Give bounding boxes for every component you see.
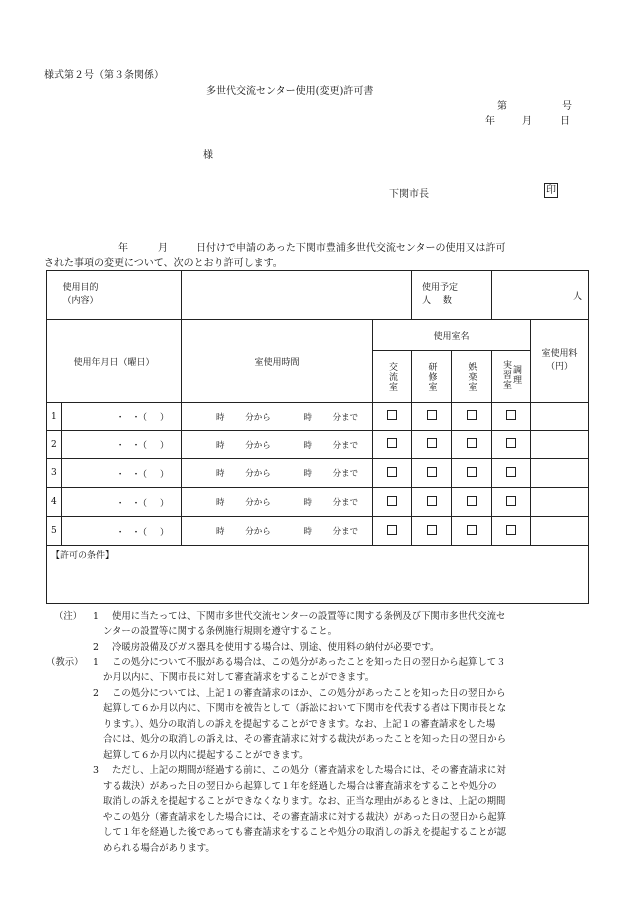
note-k3-num: 3	[93, 765, 99, 776]
room-kenshu-checkbox[interactable]	[427, 410, 437, 420]
row-time[interactable]	[182, 488, 373, 517]
purpose-value-cell[interactable]	[182, 271, 412, 320]
room-koryu-checkbox[interactable]	[387, 525, 397, 535]
row-time[interactable]	[182, 517, 373, 546]
room-koryu-checkbox[interactable]	[387, 467, 397, 477]
room-kenshu-cell	[412, 403, 452, 431]
seal-mark: 印	[546, 185, 556, 196]
note-chu2-line1: 冷暖房設備及びガス器具を使用する場合は、別途、使用料の納付が必要です。	[112, 642, 440, 653]
row-number: 2	[47, 431, 62, 459]
room-goraku-cell	[452, 431, 492, 459]
intro-year: 年	[118, 243, 128, 254]
row-number: 4	[47, 488, 62, 517]
note-k2-line3: ります。）、処分の取消しの訴えを提起することができます。なお、上記１の審査請求をした場	[103, 719, 496, 730]
row-date[interactable]: ・ ・（ ）	[62, 403, 182, 431]
persons-label-cell	[412, 271, 492, 320]
room-kenshu-checkbox[interactable]	[427, 496, 437, 506]
table-row	[47, 431, 589, 459]
note-chu1-num: 1	[93, 611, 99, 622]
row-number: 5	[47, 517, 62, 546]
room-chori-cell	[492, 488, 531, 517]
time-fun-until: 分まで	[332, 412, 359, 423]
time-fun-from: 分から	[245, 527, 271, 537]
room-kenshu-cell	[412, 459, 452, 488]
time-fun-until: 分まで	[332, 440, 359, 451]
room-header-koryu	[373, 351, 412, 403]
fee-cell[interactable]	[531, 459, 589, 488]
room-goraku-cell	[452, 488, 492, 517]
room-chori-cell	[492, 459, 531, 488]
time-ji-2: 時	[303, 440, 312, 451]
time-ji-1: 時	[216, 527, 225, 537]
note-k1-line2: か月以内に、下関市長に対して審査請求をすることができます。	[103, 672, 375, 683]
time-ji-2: 時	[303, 498, 312, 508]
room-goraku-checkbox[interactable]	[467, 467, 477, 477]
date-header: 使用年月日（曜日）	[47, 320, 182, 403]
room-chori-checkbox[interactable]	[506, 438, 516, 448]
intro-month: 月	[158, 243, 168, 254]
intro-line1: 日付けで申請のあった下関市豊浦多世代交流センターの使用又は許可	[196, 243, 506, 254]
room-chori-cell	[492, 431, 531, 459]
room-chori-cell	[492, 517, 531, 546]
note-chu2-num: 2	[93, 642, 99, 653]
table-row	[47, 517, 589, 546]
note-k2-line1: この処分については、上記１の審査請求のほか、この処分があったことを知った日の翌日から	[112, 688, 506, 699]
date-day-label: 日	[560, 116, 570, 127]
room-koryu-cell	[373, 403, 412, 431]
purpose-label: 使用目的	[62, 283, 99, 293]
room-koryu-cell	[373, 517, 412, 546]
time-ji-2: 時	[303, 527, 312, 537]
time-ji-1: 時	[216, 440, 225, 451]
note-k2-line5: 起算して６か月以内に提起することができます。	[103, 750, 309, 761]
note-k1-line1: この処分について不服がある場合は、この処分があったことを知った日の翌日から起算して３	[112, 657, 506, 668]
room-goraku-checkbox[interactable]	[467, 410, 477, 420]
room-goraku-checkbox[interactable]	[467, 496, 477, 506]
time-fun-until: 分まで	[332, 469, 359, 479]
document-title: 多世代交流センター使用(変更)許可書	[206, 86, 374, 97]
time-ji-2: 時	[303, 469, 312, 479]
note-k3-line3: 取消しの訴えを提起することができなくなります。なお、正当な理由があるときは、上記の期間	[103, 796, 506, 807]
note-chu1-line1: 使用に当たっては、下関市多世代交流センターの設置等に関する条例及び下関市多世代交流セ	[112, 611, 506, 622]
addressee-sama: 様	[203, 150, 213, 161]
room-header-goraku	[452, 351, 492, 403]
time-header: 室使用時間	[182, 320, 373, 403]
room-goraku-checkbox[interactable]	[467, 438, 477, 448]
fee-header: 室使用料	[541, 349, 578, 359]
time-fun-from: 分から	[245, 498, 271, 508]
room-chori-checkbox[interactable]	[506, 496, 516, 506]
time-ji-1: 時	[216, 469, 225, 479]
room-goraku-cell	[452, 517, 492, 546]
room-kenshu-cell	[412, 488, 452, 517]
date-month-label: 月	[522, 116, 532, 127]
note-k3-line5: して１年を経過した後であっても審査請求をすることや処分の取消しの訴えを提起することが認	[103, 827, 507, 838]
time-fun-from: 分から	[245, 440, 271, 451]
note-k2-num: 2	[93, 688, 99, 699]
row-date[interactable]: ・ ・（ ）	[62, 459, 182, 488]
room-koryu-checkbox[interactable]	[387, 410, 397, 420]
row-date[interactable]: ・ ・（ ）	[62, 517, 182, 546]
conditions-label: 【許可の条件】	[51, 551, 115, 561]
time-ji-1: 時	[216, 412, 225, 423]
persons-value-cell[interactable]	[492, 271, 589, 320]
room-goraku-cell	[452, 403, 492, 431]
room-goraku-cell	[452, 459, 492, 488]
room-goraku-label: 娯楽室	[466, 361, 477, 392]
table-row	[47, 459, 589, 488]
fee-header-cell	[531, 320, 589, 403]
room-jisshu-label: 実習室	[501, 360, 512, 390]
room-chori-checkbox[interactable]	[506, 525, 516, 535]
room-kenshu-cell	[412, 431, 452, 459]
table-row	[47, 488, 589, 517]
note-chu-label: （注）	[54, 611, 83, 622]
doc-number-go: 号	[562, 101, 572, 112]
form-number: 様式第２号（第３条関係）	[44, 70, 164, 81]
row-number: 3	[47, 459, 62, 488]
room-chori-cell	[492, 403, 531, 431]
note-k2-line2: 起算して６か月以内に、下関市を被告として（訴訟において下関市を代表する者は下関市長とな	[103, 703, 507, 714]
room-koryu-checkbox[interactable]	[387, 496, 397, 506]
note-chu1-line2: ンターの設置等に関する条例施行規則を遵守すること。	[103, 626, 338, 637]
row-time[interactable]	[182, 403, 373, 431]
fee-header-sub: （円）	[546, 362, 574, 372]
note-k2-line4: 合には、処分の取消しの訴えは、その審査請求に対する裁決があったことを知った日の翌日から	[103, 734, 507, 745]
room-header-kenshu	[412, 351, 452, 403]
row-number: 1	[47, 403, 62, 431]
room-koryu-cell	[373, 488, 412, 517]
room-kenshu-label: 研修室	[426, 361, 437, 392]
row-date[interactable]: ・ ・（ ）	[62, 488, 182, 517]
room-kenshu-checkbox[interactable]	[427, 438, 437, 448]
note-k3-line4: やこの処分（審査請求をした場合には、その審査請求に対する裁決）があった日の翌日から起算	[103, 812, 507, 823]
room-koryu-cell	[373, 431, 412, 459]
room-header-chori	[492, 351, 531, 403]
room-koryu-checkbox[interactable]	[387, 438, 397, 448]
permit-table	[46, 270, 589, 604]
date-year-label: 年	[485, 116, 495, 127]
note-k1-num: 1	[93, 657, 99, 668]
intro-line2: された事項の変更について、次のとおり許可します。	[44, 258, 283, 269]
room-kenshu-cell	[412, 517, 452, 546]
room-chori-checkbox[interactable]	[506, 410, 516, 420]
fee-cell[interactable]	[531, 431, 589, 459]
rooms-header: 使用室名	[373, 320, 531, 351]
room-chori-label: 調理	[511, 365, 522, 385]
note-k3-line6: められる場合があります。	[103, 843, 215, 854]
room-chori-checkbox[interactable]	[506, 467, 516, 477]
mayor-title: 下関市長	[389, 189, 429, 200]
persons-label: 使用予定	[422, 283, 459, 293]
persons-unit: 人	[573, 291, 583, 302]
purpose-label-sub: （内容）	[62, 296, 99, 306]
room-kenshu-checkbox[interactable]	[427, 525, 437, 535]
time-fun-from: 分から	[245, 469, 271, 479]
room-koryu-cell	[373, 459, 412, 488]
note-kyoji-label: （教示）	[46, 657, 84, 668]
note-k3-line2: する裁決）があった日の翌日から起算して１年を経過した場合は審査請求をすることや処分の	[103, 781, 497, 792]
time-fun-from: 分から	[245, 412, 271, 423]
room-kenshu-checkbox[interactable]	[427, 467, 437, 477]
doc-number-dai: 第	[497, 101, 507, 112]
conditions-cell[interactable]	[47, 546, 589, 604]
persons-label-sub: 人 数	[422, 296, 452, 306]
time-fun-until: 分まで	[332, 498, 359, 508]
note-k3-line1: ただし、上記の期間が経過する前に、この処分（審査請求をした場合には、その審査請求に対	[112, 765, 506, 776]
row-date[interactable]: ・ ・（ ）	[62, 431, 182, 459]
row-time[interactable]	[182, 431, 373, 459]
fee-cell[interactable]	[531, 488, 589, 517]
time-ji-2: 時	[303, 412, 312, 423]
row-time[interactable]	[182, 459, 373, 488]
fee-cell[interactable]	[531, 517, 589, 546]
time-ji-1: 時	[216, 498, 225, 508]
table-row	[47, 403, 589, 431]
room-goraku-checkbox[interactable]	[467, 525, 477, 535]
purpose-label-cell	[47, 271, 182, 320]
fee-cell[interactable]	[531, 403, 589, 431]
room-koryu-label: 交流室	[387, 361, 397, 392]
time-fun-until: 分まで	[332, 527, 359, 537]
